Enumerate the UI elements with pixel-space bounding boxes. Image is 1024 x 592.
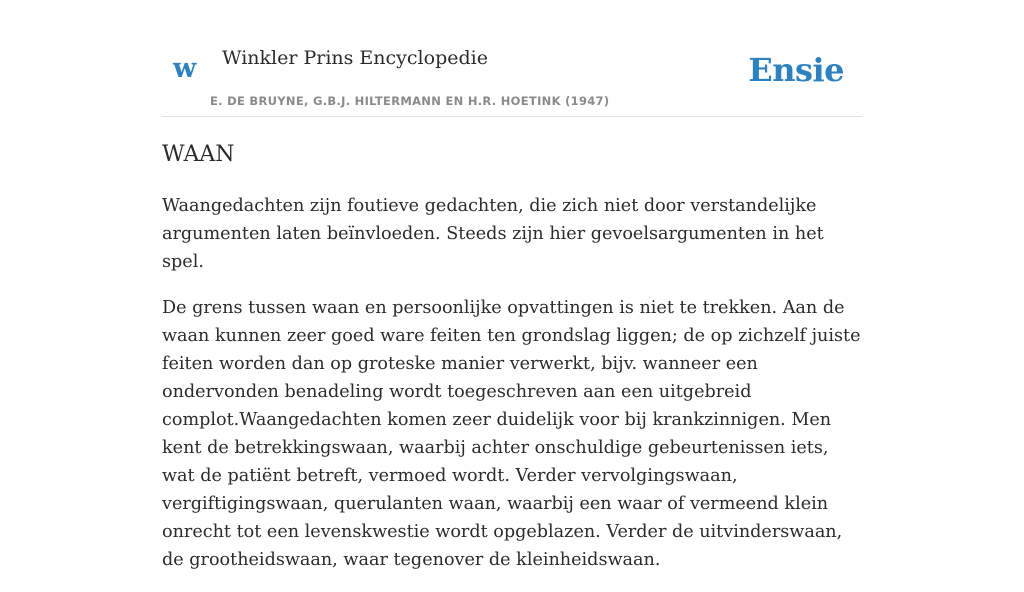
authors-line: E. DE BRUYNE, G.B.J. HILTERMANN EN H.R. HOETINK (1947) (210, 94, 610, 108)
ensie-logo[interactable]: Ensie (748, 51, 844, 89)
encyclopedia-title[interactable]: Winkler Prins Encyclopedie (222, 47, 488, 69)
article-paragraph: Waangedachten zijn foutieve gedachten, die zich niet door verstandelijke argumenten laten beïnvloeden. Steeds zijn hier gevoelsargumenten in het spel. (162, 196, 824, 272)
site-header (162, 0, 862, 117)
article-title: WAAN (162, 142, 235, 167)
article-body (162, 192, 862, 592)
winkler-prins-logo[interactable]: w (173, 53, 197, 84)
article-paragraph: De grens tussen waan en persoonlijke opvattingen is niet te trekken. Aan de waan kunnen zeer goed ware feiten ten grondslag liggen; de op zichzelf juiste feiten worden dan op groteske manier verwerkt, bijv. wanneer een ondervonden benadeling wordt toegeschreven aan een uitgebreid complot.Waangedachten komen zeer duidelijk voor bij krankzinnigen. Men kent de betrekkingswaan, waarbij achter onschuldige gebeurtenissen iets, wat de patiënt betreft, vermoed wordt. Verder vervolgingswaan, vergiftigingswaan, querulanten waan, waarbij een waar of vermeend klein onrecht tot een levenskwestie wordt opgeblazen. Verder de uitvinderswaan, de grootheidswaan, waar tegenover de kleinheidswaan. (162, 298, 861, 570)
